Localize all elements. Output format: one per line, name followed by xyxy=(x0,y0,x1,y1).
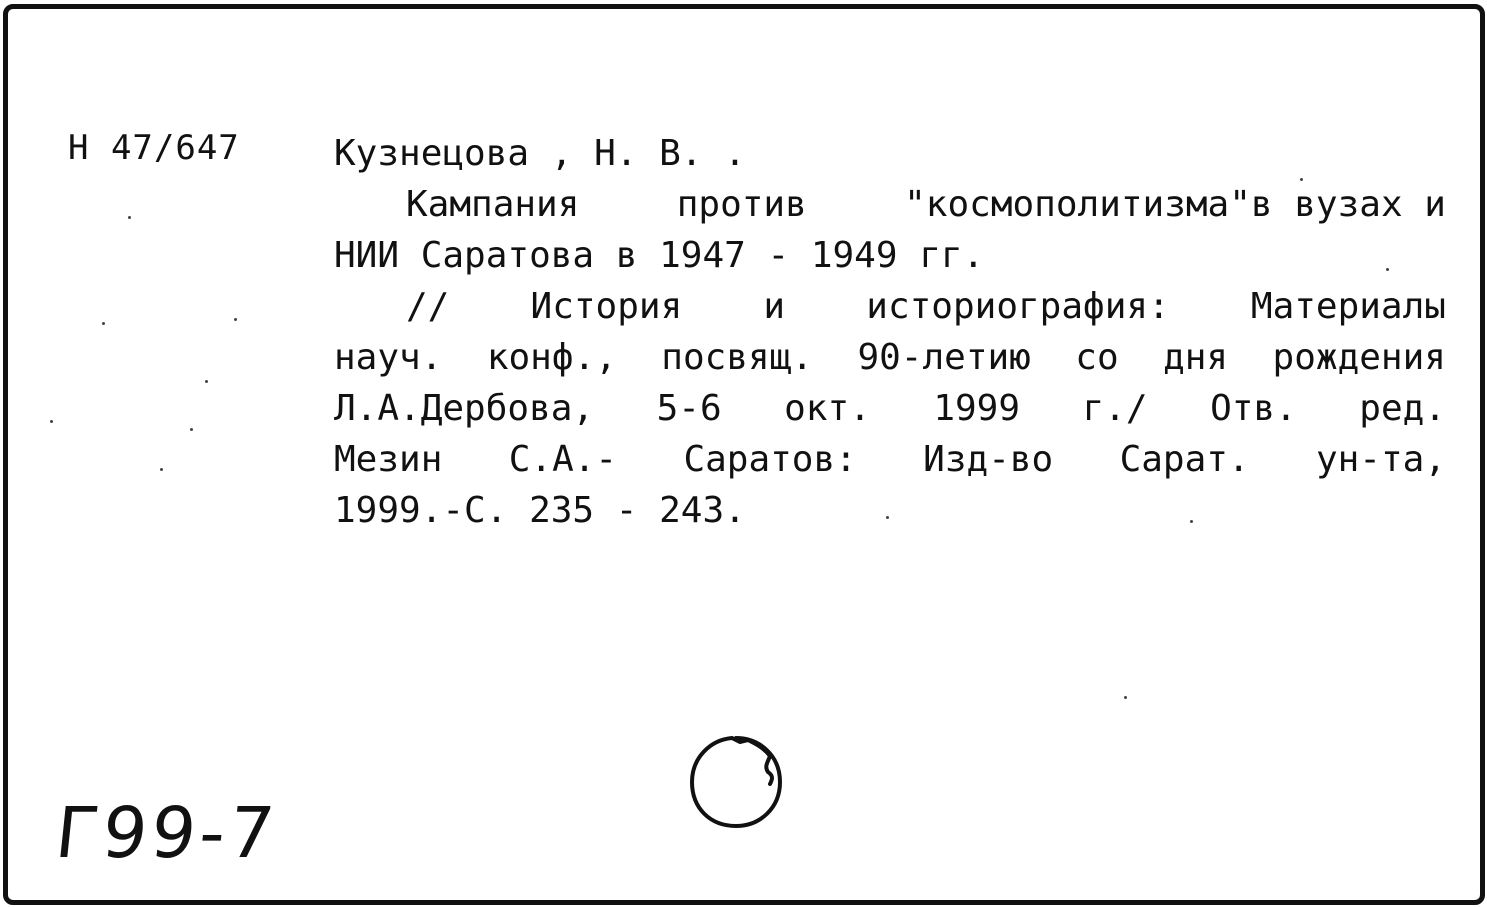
source-word: 1999 xyxy=(933,388,1021,429)
shelf-mark: Н 47/647 xyxy=(68,128,240,168)
source-word: Изд-во xyxy=(923,439,1054,480)
title-line-1 xyxy=(334,179,1446,230)
source-word: 90-летию xyxy=(857,337,1031,378)
source-word: С.А.- xyxy=(508,439,618,480)
author-line: Кузнецова , Н. В. . xyxy=(334,133,746,174)
scan-speck xyxy=(234,318,237,321)
punch-hole-icon xyxy=(684,730,788,834)
source-word: дня xyxy=(1163,337,1229,378)
title-word: "космополитизма"в вузах и xyxy=(904,184,1446,225)
scan-speck xyxy=(190,428,193,431)
source-word: и xyxy=(763,286,786,327)
source-word: ун-та, xyxy=(1315,439,1446,480)
source-line-2 xyxy=(334,332,1446,383)
source-line-5: 1999.-С. 235 - 243. xyxy=(334,490,746,531)
scan-speck xyxy=(886,516,889,519)
source-line-3 xyxy=(334,383,1446,434)
bibliographic-entry xyxy=(334,128,1446,536)
source-word: со xyxy=(1075,337,1119,378)
scan-speck xyxy=(1190,520,1193,523)
title-line-2: НИИ Саратова в 1947 - 1949 гг. xyxy=(334,235,985,276)
handwritten-code: Г99-7 xyxy=(51,792,282,874)
scan-speck xyxy=(1124,696,1127,699)
source-word: рождения xyxy=(1272,337,1446,378)
scan-speck xyxy=(50,420,53,423)
source-word: конф., xyxy=(486,337,617,378)
title-word: против xyxy=(676,184,807,225)
source-word: 5-6 xyxy=(656,388,722,429)
source-word: окт. xyxy=(784,388,871,429)
source-word: г./ xyxy=(1082,388,1148,429)
source-word: Материалы xyxy=(1250,286,1446,327)
source-word: История xyxy=(530,286,683,327)
source-word: // xyxy=(406,286,450,327)
scan-speck xyxy=(1386,268,1389,271)
source-word: Сарат. xyxy=(1119,439,1250,480)
scan-speck xyxy=(205,380,208,383)
source-word: Л.А.Дербова, xyxy=(334,388,595,429)
source-line-4 xyxy=(334,434,1446,485)
scan-speck xyxy=(1300,178,1303,181)
source-word: науч. xyxy=(334,337,443,378)
source-word: Саратов: xyxy=(683,439,857,480)
source-word: посвящ. xyxy=(661,337,814,378)
source-word: Отв. xyxy=(1210,388,1297,429)
title-word: Кампания xyxy=(406,184,580,225)
source-word: Мезин xyxy=(334,439,443,480)
scan-speck xyxy=(160,468,163,471)
source-word: ред. xyxy=(1359,388,1446,429)
source-line-1 xyxy=(334,281,1446,332)
source-word: историография: xyxy=(866,286,1170,327)
scan-speck xyxy=(128,216,131,219)
scan-speck xyxy=(102,322,105,325)
